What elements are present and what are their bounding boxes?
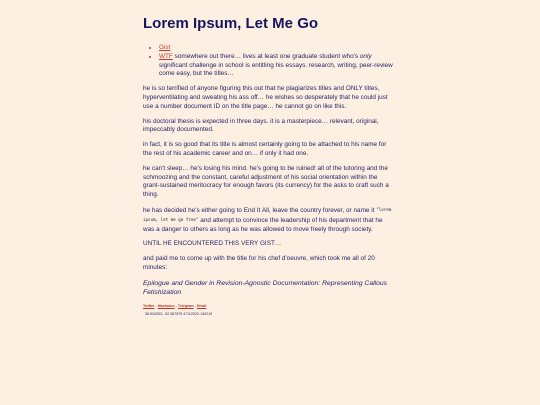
paragraph-5-after: and attempt to convince the leadership of his department that he was a danger to others as long as he was allowed to move freely through society. — [143, 216, 383, 233]
document-id: 38.934053, -92.387975 47112022-140219 — [145, 311, 213, 316]
paragraph-4: he can't sleep… he's losing his mind. he's going to be ruined! all of the tutoring and the schmoozing and the constant, careful adjustment of his social orientation within the grant-sustained meritocracy for enough favors (its currency) for the asks to craft such a thing. — [143, 164, 389, 199]
paragraph-7: and paid me to come up with the title for his chef d'oeuvre, which took me all of 20 minutes: — [143, 255, 375, 271]
list-item — [159, 44, 393, 53]
telegram-link[interactable]: Telegram — [177, 303, 194, 308]
inline-code: "lorem ipsum, let me go free" — [143, 206, 392, 222]
link-list — [143, 44, 393, 79]
paragraph-2: his doctoral thesis is expected in three days. it is a masterpiece… relevant, original, impeccably documented. — [143, 117, 379, 134]
paragraph-6: UNTIL HE ENCOUNTERED THIS VERY GIST… — [143, 240, 282, 248]
wtf-text-after: significant challenge in school is entitling his essays. research, writing, peer-review come easy, but the titles… — [159, 61, 393, 78]
twitter-link[interactable]: Twitter — [143, 303, 155, 308]
gist-link[interactable]: Gist — [159, 44, 171, 51]
paragraph-5 — [143, 206, 393, 234]
separator: - — [154, 303, 158, 308]
thesis-title: Epilogue and Gender in Revision-Agnostic Documentation: Representing Callous Fetishization — [143, 279, 388, 297]
list-item — [159, 53, 393, 79]
wtf-text-before: somewhere out there… lives at least one graduate student who's — [172, 52, 360, 60]
mastodon-link[interactable]: Mastodon — [157, 303, 175, 308]
paragraph-5-before: he has decided he's either going to End It All, leave the country forever, or name it — [143, 206, 377, 214]
separator: - — [193, 303, 197, 308]
paragraph-1: he is so terrified of anyone figuring this out that he plagiarizes titles and ONLY titles, hyperventilating and sweating his ass off… he wishes so desperately that he could just use a number document ID on the title page… he cannot go on like this. — [143, 85, 388, 110]
footer-links — [143, 304, 393, 309]
paragraph-3: in fact, it is so good that its title is almost certainly going to be attached to his name for the rest of his academic career and on… if only it had one. — [143, 141, 387, 157]
wtf-emphasis: only — [359, 52, 372, 60]
page-content — [143, 14, 393, 317]
separator: - — [174, 303, 178, 308]
email-link[interactable]: Email — [196, 303, 207, 308]
page-title: Lorem Ipsum, Let Me Go — [143, 15, 319, 32]
wtf-link[interactable]: WTF — [159, 52, 173, 60]
